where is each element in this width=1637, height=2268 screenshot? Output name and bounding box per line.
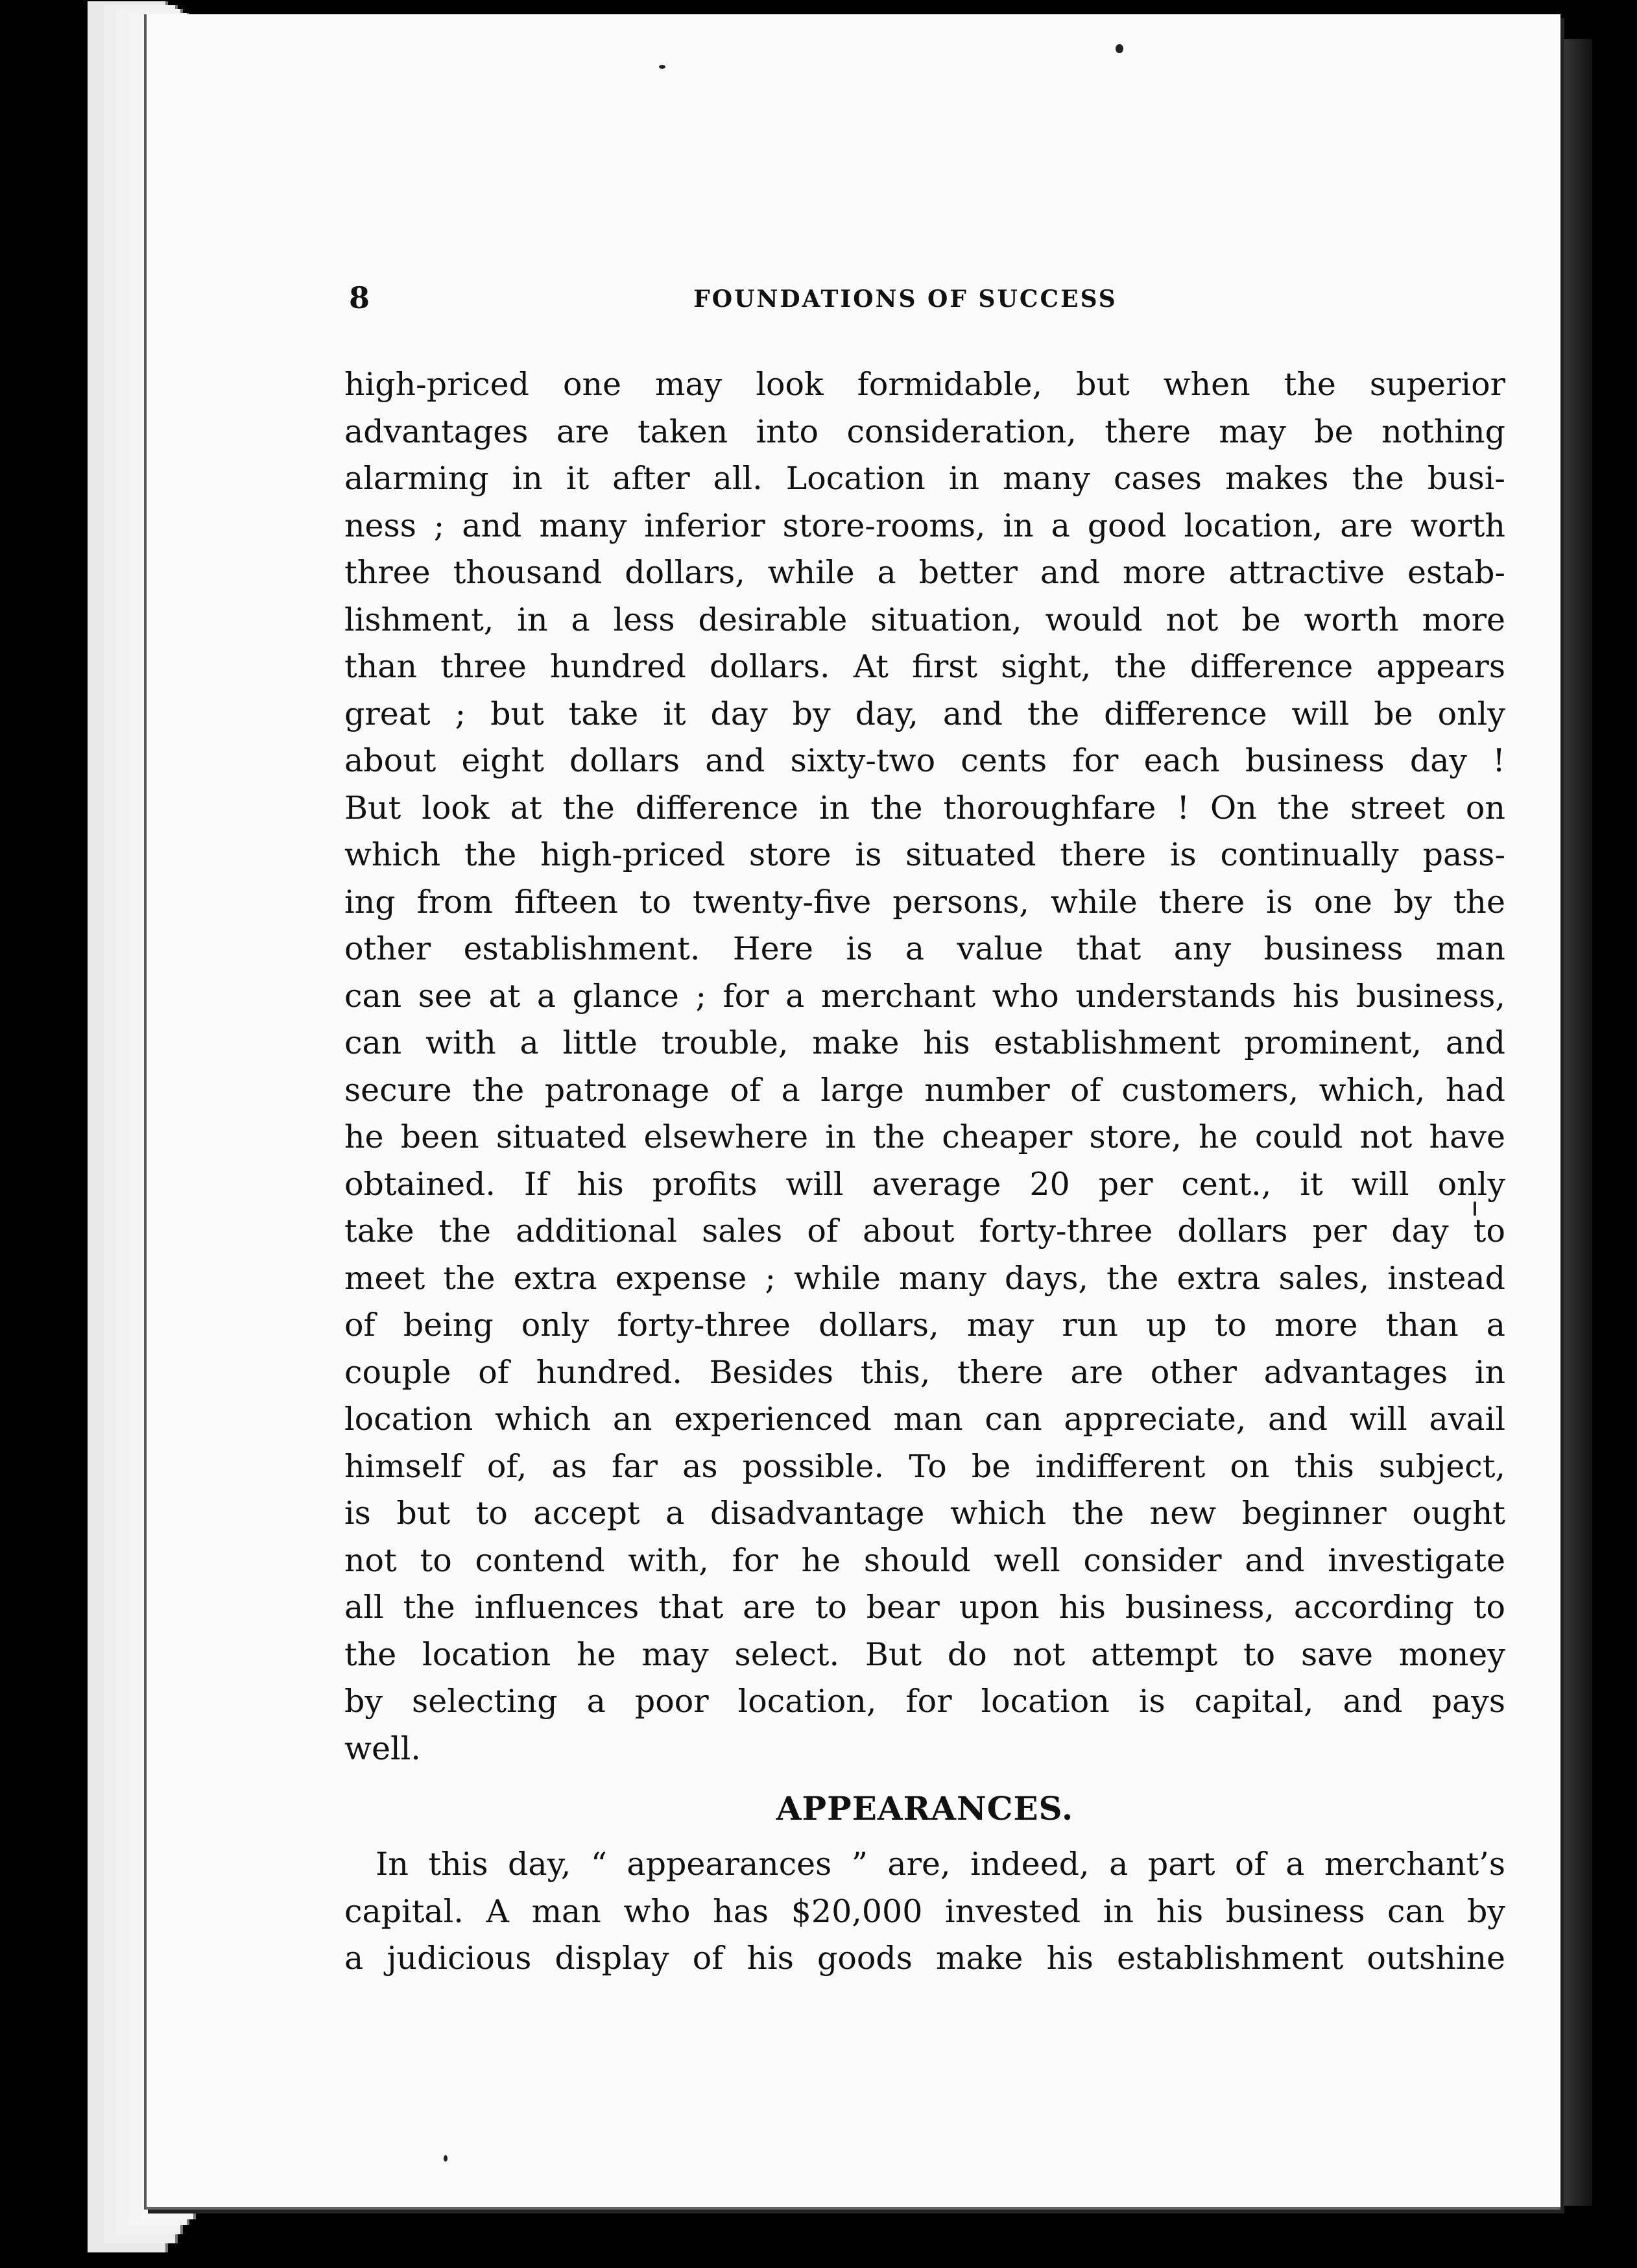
print-speck: [1116, 44, 1123, 53]
text-line: location which an experienced man can appreciate, and will avail: [344, 1401, 1505, 1438]
text-line: he been situated elsewhere in the cheaper store, he could not have: [344, 1118, 1505, 1155]
text-line: well.: [344, 1730, 421, 1767]
text-line: is but to accept a disadvantage which the new beginner ought: [344, 1495, 1505, 1532]
paragraph: [344, 1841, 1505, 1983]
page-body: [344, 361, 1505, 1983]
text-line: ness ; and many inferior store-rooms, in a good location, are worth: [344, 507, 1505, 544]
text-line: by selecting a poor location, for location is capital, and pays: [344, 1683, 1505, 1720]
text-line: high-priced one may look formidable, but when the superior: [344, 366, 1505, 403]
book-page: [144, 14, 1560, 2210]
text-line: not to contend with, for he should well consider and investigate: [344, 1541, 1505, 1579]
text-line: obtained. If his profits will average 20 per cent., it will only: [344, 1165, 1505, 1203]
text-line: which the high-priced store is situated there is continually pass-: [344, 836, 1505, 873]
text-line: But look at the difference in the thoroughfare ! On the street on: [344, 789, 1505, 826]
text-line: take the additional sales of about forty-three dollars per day to: [344, 1212, 1505, 1249]
text-line: about eight dollars and sixty-two cents for each business day !: [344, 742, 1505, 779]
text-line: capital. A man who has $20,000 invested in his business can by: [344, 1892, 1505, 1930]
print-speck: [659, 65, 665, 69]
text-line: can with a little trouble, make his establishment prominent, and: [344, 1024, 1505, 1061]
text-line: all the influences that are to bear upon his business, according to: [344, 1589, 1505, 1626]
text-line: can see at a glance ; for a merchant who understands his business,: [344, 977, 1505, 1015]
text-line: the location he may select. But do not attempt to save money: [344, 1635, 1505, 1673]
text-line: himself of, as far as possible. To be indifferent on this subject,: [344, 1447, 1505, 1485]
text-line: meet the extra expense ; while many days, the extra sales, instead: [344, 1259, 1505, 1297]
text-line: three thousand dollars, while a better and more attractive estab-: [344, 554, 1505, 591]
text-line: couple of hundred. Besides this, there are other advantages in: [344, 1353, 1505, 1391]
text-line: In this day, “ appearances ” are, indeed, a part of a merchant’s: [376, 1846, 1505, 1883]
running-head: [147, 280, 1560, 319]
page-number: 8: [349, 280, 370, 315]
text-line: a judicious display of his goods make his establishment outshine: [344, 1940, 1505, 1977]
running-title: FOUNDATIONS OF SUCCESS: [693, 285, 1117, 313]
text-line: lishment, in a less desirable situation, would not be worth more: [344, 601, 1505, 638]
text-line: great ; but take it day by day, and the difference will be only: [344, 695, 1505, 732]
text-line: of being only forty-three dollars, may run up to more than a: [344, 1307, 1505, 1344]
text-line: secure the patronage of a large number of customers, which, had: [344, 1071, 1505, 1109]
text-line: alarming in it after all. Location in many cases makes the busi-: [344, 460, 1505, 497]
text-line: other establishment. Here is a value that any business man: [344, 930, 1505, 967]
section-heading: APPEARANCES.: [776, 1789, 1074, 1828]
text-line: ing from fifteen to twenty-five persons, while there is one by the: [344, 883, 1505, 921]
text-line: than three hundred dollars. At first sight, the difference appears: [344, 648, 1505, 685]
print-speck: [444, 2155, 448, 2162]
paragraph: [344, 361, 1505, 1772]
text-line: advantages are taken into consideration, there may be nothing: [344, 413, 1505, 450]
